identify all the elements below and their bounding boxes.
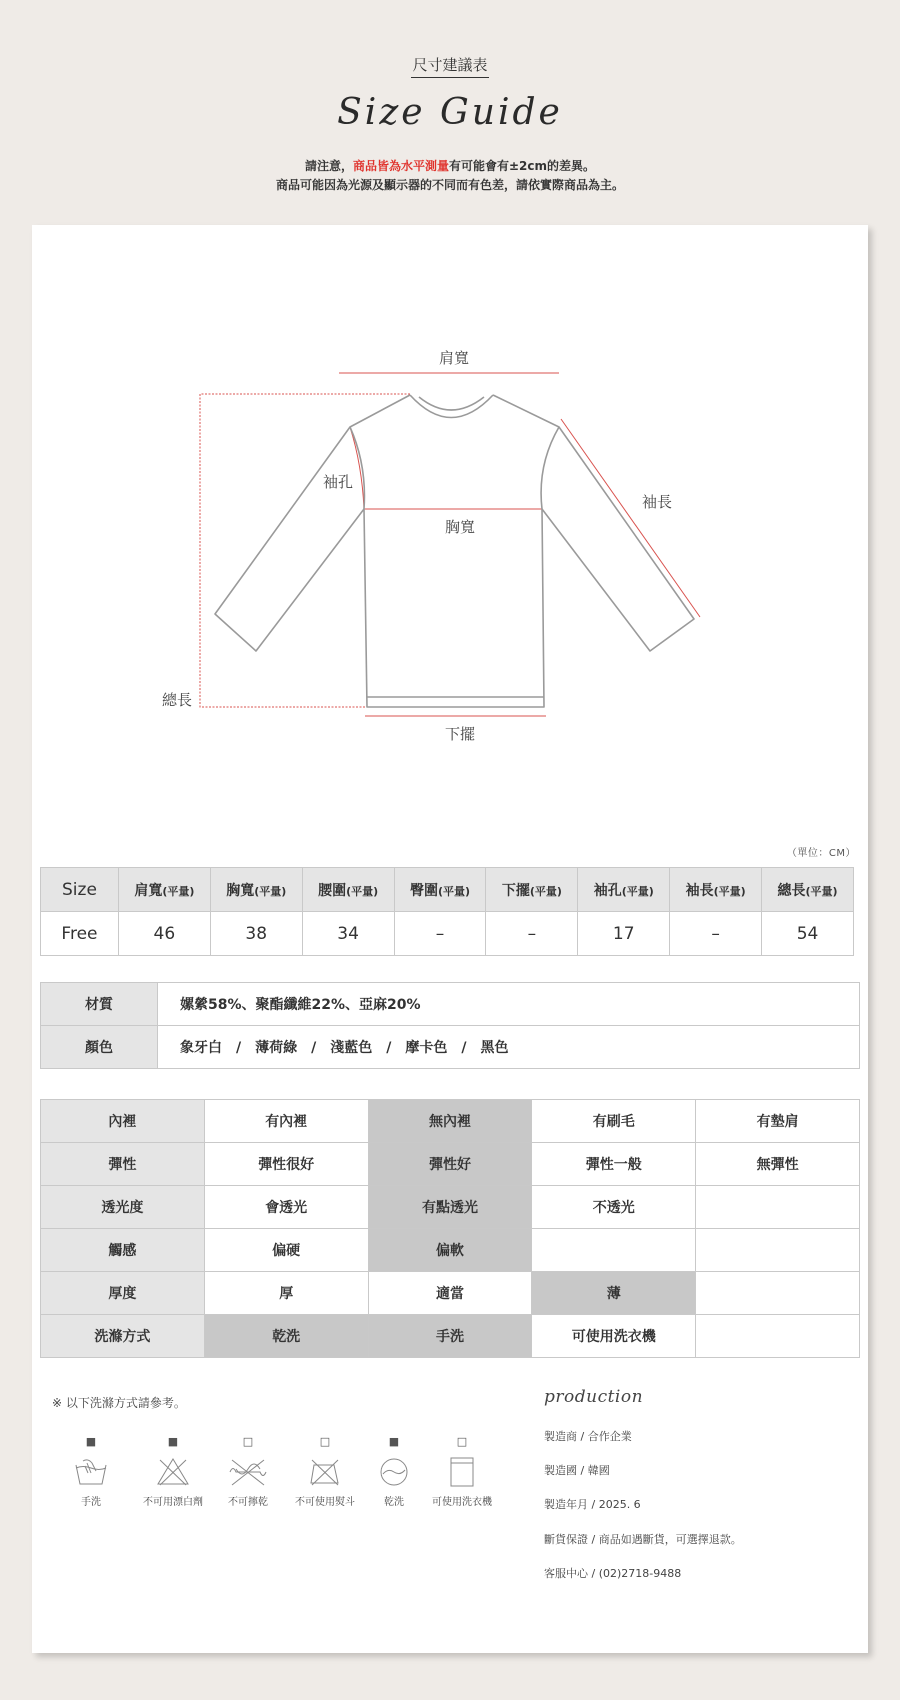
attribute-option: 不透光 (532, 1186, 696, 1229)
material-table (40, 982, 860, 1069)
production-line: 製造國 / 韓國 (544, 1464, 610, 1477)
page-title: Size Guide (337, 92, 563, 133)
attribute-option (532, 1229, 696, 1272)
production-title: production (544, 1387, 644, 1407)
attribute-option: 無彈性 (696, 1143, 860, 1186)
color-value: 象牙白 / 薄荷綠 / 淺藍色 / 摩卡色 / 黑色 (158, 1026, 860, 1069)
hand-wash-icon (74, 1457, 108, 1487)
column-header: 臀圍(平量) (394, 868, 486, 912)
column-header: 總長(平量) (762, 868, 854, 912)
attribute-row (41, 1143, 860, 1186)
color-note: 商品可能因為光源及顯示器的不同而有色差，請依實際商品為主。 (275, 178, 624, 192)
attribute-row (41, 1229, 860, 1272)
attribute-option: 偏硬 (204, 1229, 368, 1272)
note-prefix: 請注意， (304, 159, 353, 173)
attribute-label: 洗滌方式 (41, 1315, 205, 1358)
attribute-option (696, 1186, 860, 1229)
value-cell: – (486, 912, 578, 956)
value-cell: 17 (578, 912, 670, 956)
chest-label: 胸寬 (445, 518, 476, 536)
value-cell: 34 (302, 912, 394, 956)
column-header: 下擺(平量) (486, 868, 578, 912)
wash-checkbox: ■ (85, 1435, 97, 1448)
length-label: 總長 (162, 691, 193, 709)
attribute-option-selected: 彈性好 (368, 1143, 532, 1186)
attribute-option: 彈性一般 (532, 1143, 696, 1186)
attribute-table (40, 1099, 860, 1358)
machine-wash-icon (445, 1457, 479, 1487)
note-highlight: 商品皆為水平測量 (352, 159, 449, 173)
attribute-option-selected: 薄 (532, 1272, 696, 1315)
wash-checkbox: □ (242, 1435, 254, 1448)
attribute-option-selected: 手洗 (368, 1315, 532, 1358)
garment-diagram (32, 225, 868, 825)
attribute-row (41, 1186, 860, 1229)
attribute-row (41, 1315, 860, 1358)
wash-checkbox: ■ (167, 1435, 179, 1448)
shoulder-label: 肩寬 (439, 349, 470, 367)
table-row (41, 912, 854, 956)
attribute-option-selected: 乾洗 (204, 1315, 368, 1358)
value-cell: – (394, 912, 486, 956)
wash-label: 可使用洗衣機 (432, 1497, 492, 1508)
attribute-option: 彈性很好 (204, 1143, 368, 1186)
wash-note: ※ 以下洗滌方式請參考。 (52, 1396, 186, 1410)
attribute-row (41, 1100, 860, 1143)
measurement-note (0, 157, 900, 174)
attribute-label: 厚度 (41, 1272, 205, 1315)
attribute-option: 適當 (368, 1272, 532, 1315)
attribute-label: 內裡 (41, 1100, 205, 1143)
column-header: 袖長(平量) (670, 868, 762, 912)
note-suffix: 有可能會有±2cm的差異。 (449, 159, 596, 173)
attribute-option: 有內裡 (204, 1100, 368, 1143)
wash-item (45, 1435, 137, 1508)
attribute-option-selected: 有點透光 (368, 1186, 532, 1229)
attribute-option-selected: 無內裡 (368, 1100, 532, 1143)
attribute-option (696, 1315, 860, 1358)
material-label: 材質 (41, 983, 158, 1026)
column-header: 腰圍(平量) (302, 868, 394, 912)
size-column-header: Size (41, 868, 119, 912)
attribute-option: 厚 (204, 1272, 368, 1315)
column-header: 胸寬(平量) (210, 868, 302, 912)
size-table-header (41, 868, 854, 912)
value-cell: 54 (762, 912, 854, 956)
value-cell: 38 (210, 912, 302, 956)
wash-label: 乾洗 (384, 1497, 404, 1508)
section-subtitle: 尺寸建議表 (0, 54, 900, 75)
value-cell: 46 (118, 912, 210, 956)
attribute-label: 彈性 (41, 1143, 205, 1186)
wash-label: 不可使用熨斗 (295, 1497, 355, 1508)
production-line: 製造年月 / 2025. 6 (544, 1498, 641, 1511)
dry-clean-icon (377, 1457, 411, 1487)
no-iron-icon (308, 1457, 342, 1487)
wash-label: 不可用漂白劑 (143, 1497, 203, 1508)
attribute-option: 有墊肩 (696, 1100, 860, 1143)
size-guide-card (32, 225, 868, 1653)
color-row (41, 1026, 860, 1069)
attribute-option (696, 1229, 860, 1272)
page-header (0, 0, 900, 225)
attribute-row (41, 1272, 860, 1315)
unit-note: （單位：CM） (786, 848, 856, 859)
attribute-label: 透光度 (41, 1186, 205, 1229)
hem-label: 下擺 (445, 725, 476, 743)
material-row (41, 983, 860, 1026)
attribute-option-selected: 偏軟 (368, 1229, 532, 1272)
wash-checkbox: ■ (388, 1435, 400, 1448)
column-header: 肩寬(平量) (118, 868, 210, 912)
wash-checkbox: □ (319, 1435, 331, 1448)
armhole-label: 袖孔 (323, 473, 354, 491)
wash-item (416, 1435, 508, 1508)
wash-checkbox: □ (456, 1435, 468, 1448)
attribute-option (696, 1272, 860, 1315)
material-value: 嫘縈58%、聚酯纖維22%、亞麻20% (158, 983, 860, 1026)
size-cell: Free (41, 912, 119, 956)
sleeve-label: 袖長 (642, 493, 673, 511)
value-cell: – (670, 912, 762, 956)
wash-label: 不可擰乾 (228, 1497, 268, 1508)
production-line: 製造商 / 合作企業 (544, 1430, 632, 1443)
attribute-option: 會透光 (204, 1186, 368, 1229)
column-header: 袖孔(平量) (578, 868, 670, 912)
attribute-option: 有刷毛 (532, 1100, 696, 1143)
attribute-option: 可使用洗衣機 (532, 1315, 696, 1358)
production-line: 斷貨保證 / 商品如遇斷貨，可選擇退款。 (544, 1533, 742, 1546)
no-wring-icon (228, 1457, 268, 1487)
no-bleach-icon (156, 1457, 190, 1487)
attribute-label: 觸感 (41, 1229, 205, 1272)
wash-label: 手洗 (81, 1497, 101, 1508)
size-table (40, 867, 854, 956)
color-label: 顏色 (41, 1026, 158, 1069)
production-line: 客服中心 / (02)2718-9488 (544, 1567, 682, 1580)
